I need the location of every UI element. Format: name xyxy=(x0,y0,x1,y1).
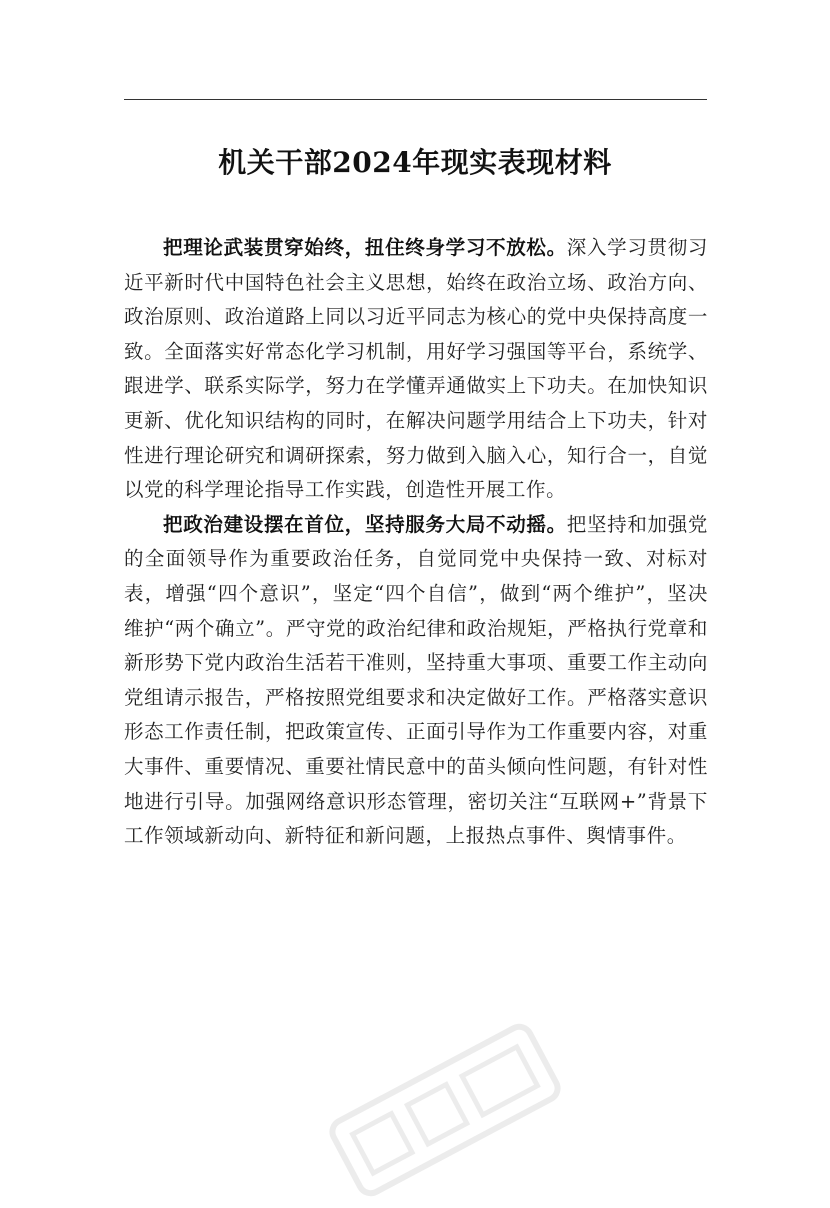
paragraph-lead: 把理论武装贯穿始终，扭住终身学习不放松。 xyxy=(163,236,567,259)
paragraph-text: 把坚持和加强党的全面领导作为重要政治任务，自觉同党中央保持一致、对标对表，增强“四个意识”，坚定“四个自信”，做到“两个维护”，坚决维护“两个确立”。严守党的政治纪律和政治规矩，严格执行党章和新形势下党内政治生活若干准则，坚持重大事项、重要工作主动向党组请示报告，严格按照党组要求和决定做好工作。严格落实意识形态工作责任制，把政策宣传、正面引导作为工作重要内容，对重大事件、重要情况、重要社情民意中的苗头倾向性问题，有针对性地进行引导。加强网络意识形态管理，密切关注“互联网+”背景下工作领域新动向、新特征和新问题，上报热点事件、舆情事件。 xyxy=(124,512,708,848)
document-title: 机关干部2024年现实表现材料 xyxy=(218,146,612,179)
document-body xyxy=(124,231,708,854)
header-rule xyxy=(124,99,707,100)
paragraph-text: 深入学习贯彻习近平新时代中国特色社会主义思想，始终在政治立场、政治方向、政治原则、政治道路上同以习近平同志为核心的党中央保持高度一致。全面落实好常态化学习机制，用好学习强国等平台，系统学、跟进学、联系实际学，努力在学懂弄通做实上下功夫。在加快知识更新、优化知识结构的同时，在解决问题学用结合上下功夫，针对性进行理论研究和调研探索，努力做到入脑入心，知行合一，自觉以党的科学理论指导工作实践，创造性开展工作。 xyxy=(124,236,708,502)
paragraph xyxy=(124,508,708,854)
paragraph xyxy=(124,231,708,508)
watermark-logo xyxy=(320,1012,570,1208)
paragraph-lead: 把政治建设摆在首位，坚持服务大局不动摇。 xyxy=(163,512,567,536)
